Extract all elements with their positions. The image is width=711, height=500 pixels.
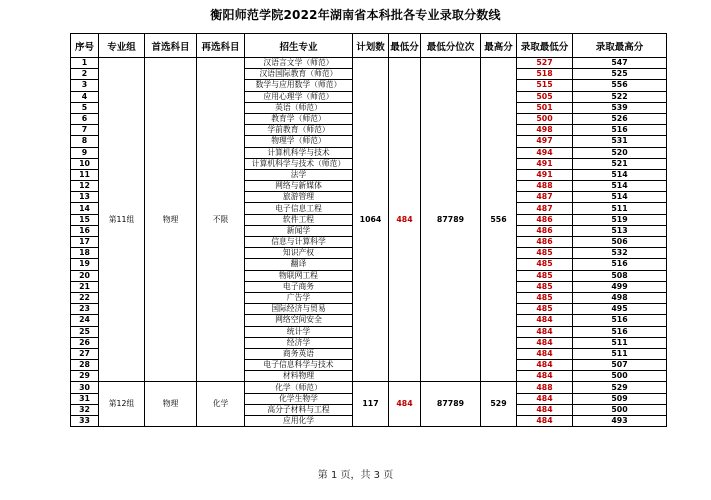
- admit-max-cell: 526: [573, 113, 667, 124]
- admission-score-table: [70, 33, 667, 427]
- group-cell: 第12组: [99, 382, 145, 427]
- admit-max-cell: 514: [573, 169, 667, 180]
- row-number-cell: 11: [71, 169, 99, 180]
- row-number-cell: 4: [71, 91, 99, 102]
- row-number-cell: 21: [71, 281, 99, 292]
- admit-max-cell: 520: [573, 147, 667, 158]
- row-number-cell: 6: [71, 113, 99, 124]
- row-number-cell: 22: [71, 292, 99, 303]
- row-number-cell: 10: [71, 158, 99, 169]
- header-cell: 专业组: [99, 34, 145, 58]
- major-cell: 化学生物学: [245, 393, 353, 404]
- row-number-cell: 17: [71, 237, 99, 248]
- max-score-cell: 556: [481, 58, 517, 382]
- header-cell: 录取最高分: [573, 34, 667, 58]
- admit-max-cell: 513: [573, 225, 667, 236]
- admit-min-cell: 486: [517, 214, 573, 225]
- major-cell: 国际经济与贸易: [245, 304, 353, 315]
- row-number-cell: 3: [71, 80, 99, 91]
- major-cell: 电子信息科学与技术: [245, 360, 353, 371]
- row-number-cell: 31: [71, 393, 99, 404]
- admit-min-cell: 485: [517, 248, 573, 259]
- admit-max-cell: 521: [573, 158, 667, 169]
- major-cell: 网络空间安全: [245, 315, 353, 326]
- admit-min-cell: 484: [517, 404, 573, 415]
- plan-count-cell: 117: [353, 382, 389, 427]
- major-cell: 商务英语: [245, 348, 353, 359]
- major-cell: 法学: [245, 169, 353, 180]
- major-cell: 网络与新媒体: [245, 181, 353, 192]
- admit-max-cell: 529: [573, 382, 667, 393]
- admit-min-cell: 486: [517, 237, 573, 248]
- admit-max-cell: 495: [573, 304, 667, 315]
- admit-max-cell: 519: [573, 214, 667, 225]
- admit-min-cell: 487: [517, 203, 573, 214]
- header-row: [71, 34, 667, 58]
- admit-min-cell: 494: [517, 147, 573, 158]
- admit-max-cell: 516: [573, 326, 667, 337]
- admit-max-cell: 493: [573, 416, 667, 427]
- admit-max-cell: 522: [573, 91, 667, 102]
- admit-min-cell: 505: [517, 91, 573, 102]
- admit-max-cell: 514: [573, 192, 667, 203]
- major-cell: 化学（师范）: [245, 382, 353, 393]
- admit-min-cell: 487: [517, 192, 573, 203]
- major-cell: 应用化学: [245, 416, 353, 427]
- admit-max-cell: 516: [573, 259, 667, 270]
- major-cell: 电子商务: [245, 281, 353, 292]
- row-number-cell: 2: [71, 69, 99, 80]
- admit-min-cell: 484: [517, 393, 573, 404]
- major-cell: 英语（师范）: [245, 102, 353, 113]
- admit-max-cell: 507: [573, 360, 667, 371]
- admit-min-cell: 515: [517, 80, 573, 91]
- admit-min-cell: 485: [517, 292, 573, 303]
- row-number-cell: 28: [71, 360, 99, 371]
- row-number-cell: 29: [71, 371, 99, 382]
- row-number-cell: 5: [71, 102, 99, 113]
- admit-max-cell: 500: [573, 371, 667, 382]
- major-cell: 学前教育（师范）: [245, 125, 353, 136]
- admit-min-cell: 484: [517, 326, 573, 337]
- row-number-cell: 14: [71, 203, 99, 214]
- row-number-cell: 27: [71, 348, 99, 359]
- page-footer: 第 1 页，共 3 页: [317, 470, 394, 481]
- admit-min-cell: 488: [517, 382, 573, 393]
- row-number-cell: 24: [71, 315, 99, 326]
- row-number-cell: 9: [71, 147, 99, 158]
- admit-min-cell: 485: [517, 270, 573, 281]
- row-number-cell: 30: [71, 382, 99, 393]
- admit-min-cell: 491: [517, 169, 573, 180]
- major-cell: 物理学（师范）: [245, 136, 353, 147]
- admit-min-cell: 484: [517, 416, 573, 427]
- table-row: [71, 382, 667, 393]
- major-cell: 计算机科学与技术: [245, 147, 353, 158]
- first-subject-cell: 物理: [145, 58, 197, 382]
- admit-min-cell: 500: [517, 113, 573, 124]
- admit-min-cell: 518: [517, 69, 573, 80]
- admit-max-cell: 498: [573, 292, 667, 303]
- admit-max-cell: 511: [573, 337, 667, 348]
- row-number-cell: 26: [71, 337, 99, 348]
- major-cell: 软件工程: [245, 214, 353, 225]
- row-number-cell: 18: [71, 248, 99, 259]
- row-number-cell: 20: [71, 270, 99, 281]
- admit-min-cell: 488: [517, 181, 573, 192]
- row-number-cell: 23: [71, 304, 99, 315]
- admit-max-cell: 500: [573, 404, 667, 415]
- second-subject-cell: 不限: [197, 58, 245, 382]
- min-score-cell: 484: [389, 58, 421, 382]
- admit-max-cell: 516: [573, 315, 667, 326]
- admit-max-cell: 499: [573, 281, 667, 292]
- first-subject-cell: 物理: [145, 382, 197, 427]
- header-cell: 最低分: [389, 34, 421, 58]
- major-cell: 旅游管理: [245, 192, 353, 203]
- row-number-cell: 25: [71, 326, 99, 337]
- header-cell: 首选科目: [145, 34, 197, 58]
- row-number-cell: 33: [71, 416, 99, 427]
- major-cell: 汉语国际教育（师范）: [245, 69, 353, 80]
- admit-max-cell: 539: [573, 102, 667, 113]
- admit-min-cell: 485: [517, 259, 573, 270]
- major-cell: 电子信息工程: [245, 203, 353, 214]
- header-cell: 最高分: [481, 34, 517, 58]
- admit-max-cell: 532: [573, 248, 667, 259]
- major-cell: 信息与计算科学: [245, 237, 353, 248]
- admit-max-cell: 531: [573, 136, 667, 147]
- row-number-cell: 15: [71, 214, 99, 225]
- admit-min-cell: 491: [517, 158, 573, 169]
- admit-min-cell: 484: [517, 337, 573, 348]
- admit-min-cell: 484: [517, 315, 573, 326]
- group-cell: 第11组: [99, 58, 145, 382]
- row-number-cell: 12: [71, 181, 99, 192]
- header-cell: 计划数: [353, 34, 389, 58]
- row-number-cell: 13: [71, 192, 99, 203]
- major-cell: 经济学: [245, 337, 353, 348]
- major-cell: 新闻学: [245, 225, 353, 236]
- admit-max-cell: 506: [573, 237, 667, 248]
- admit-max-cell: 547: [573, 58, 667, 69]
- second-subject-cell: 化学: [197, 382, 245, 427]
- major-cell: 物联网工程: [245, 270, 353, 281]
- max-score-cell: 529: [481, 382, 517, 427]
- row-number-cell: 8: [71, 136, 99, 147]
- header-cell: 序号: [71, 34, 99, 58]
- row-number-cell: 16: [71, 225, 99, 236]
- admit-max-cell: 511: [573, 348, 667, 359]
- admit-max-cell: 516: [573, 125, 667, 136]
- admit-min-cell: 485: [517, 304, 573, 315]
- major-cell: 教育学（师范）: [245, 113, 353, 124]
- header-cell: 最低分位次: [421, 34, 481, 58]
- admit-min-cell: 486: [517, 225, 573, 236]
- admit-max-cell: 514: [573, 181, 667, 192]
- major-cell: 高分子材料与工程: [245, 404, 353, 415]
- admit-min-cell: 527: [517, 58, 573, 69]
- admit-min-cell: 484: [517, 348, 573, 359]
- page-title: 衡阳师范学院2022年湖南省本科批各专业录取分数线: [210, 8, 501, 22]
- min-rank-cell: 87789: [421, 382, 481, 427]
- major-cell: 知识产权: [245, 248, 353, 259]
- header-cell: 录取最低分: [517, 34, 573, 58]
- row-number-cell: 1: [71, 58, 99, 69]
- min-score-cell: 484: [389, 382, 421, 427]
- admit-min-cell: 501: [517, 102, 573, 113]
- admit-min-cell: 498: [517, 125, 573, 136]
- header-cell: 再选科目: [197, 34, 245, 58]
- major-cell: 计算机科学与技术（师范）: [245, 158, 353, 169]
- major-cell: 材料物理: [245, 371, 353, 382]
- row-number-cell: 7: [71, 125, 99, 136]
- min-rank-cell: 87789: [421, 58, 481, 382]
- major-cell: 应用心理学（师范）: [245, 91, 353, 102]
- admit-max-cell: 511: [573, 203, 667, 214]
- row-number-cell: 32: [71, 404, 99, 415]
- major-cell: 汉语言文学（师范）: [245, 58, 353, 69]
- admit-min-cell: 485: [517, 281, 573, 292]
- major-cell: 广告学: [245, 292, 353, 303]
- major-cell: 翻译: [245, 259, 353, 270]
- plan-count-cell: 1064: [353, 58, 389, 382]
- admit-max-cell: 508: [573, 270, 667, 281]
- admit-max-cell: 556: [573, 80, 667, 91]
- header-cell: 招生专业: [245, 34, 353, 58]
- admit-min-cell: 484: [517, 360, 573, 371]
- admit-max-cell: 509: [573, 393, 667, 404]
- major-cell: 数学与应用数学（师范）: [245, 80, 353, 91]
- major-cell: 统计学: [245, 326, 353, 337]
- row-number-cell: 19: [71, 259, 99, 270]
- admit-min-cell: 484: [517, 371, 573, 382]
- admit-min-cell: 497: [517, 136, 573, 147]
- admit-max-cell: 525: [573, 69, 667, 80]
- table-row: [71, 58, 667, 69]
